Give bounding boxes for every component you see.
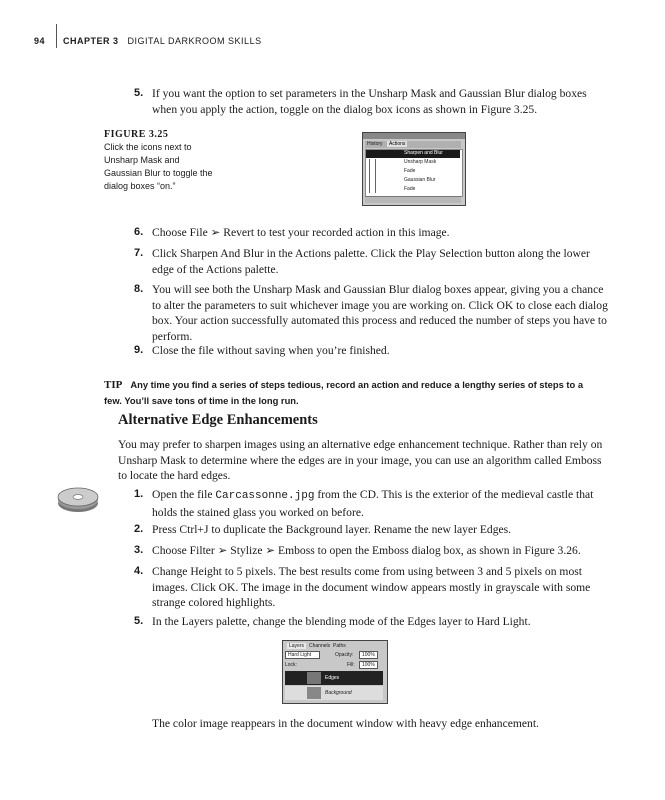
step-text: Close the file without saving when you’re finished. (152, 344, 390, 357)
step-c1 (134, 487, 612, 520)
actions-palette-figure (362, 132, 466, 206)
step-number: 4. (134, 565, 144, 577)
section-body: You may prefer to sharpen images using an alternative edge enhancement technique. Rather than rely on Unsharp Mask to determine where the edges are in your image, you can use an algorithm called Emboss to locate the hard edges. (118, 438, 603, 482)
step-7 (134, 246, 612, 277)
action-item: Fade (404, 186, 416, 192)
opacity-label: Opacity: (335, 652, 354, 658)
step-c4 (134, 564, 612, 611)
layers-tabs (285, 643, 383, 650)
step-c2 (134, 522, 612, 538)
tab-layers: Layers (289, 643, 305, 649)
step-c3 (134, 543, 612, 559)
figure-caption (104, 128, 219, 193)
filename: Carcassonne.jpg (215, 490, 315, 502)
step-number: 2. (134, 523, 144, 535)
layer-thumbnail (307, 687, 321, 699)
action-item: Unsharp Mask (404, 159, 437, 165)
step-text: Click Sharpen And Blur in the Actions palette. Click the Play Selection button along the lower edge of the Actions palette. (152, 247, 590, 276)
step-text: You will see both the Unsharp Mask and Gaussian Blur dialog boxes appear, giving you a chance to alter the parameters to suit whichever image you are working on. Click OK to close each dialog box. Your action successfully automated this process and reduced the number of steps you have to perform. (152, 283, 608, 343)
action-item: Sharpen and Blur (404, 150, 443, 156)
action-item: Gaussian Blur (404, 177, 436, 183)
fill-label: Fill: (347, 662, 355, 668)
step-text-pre: Open the file (152, 488, 216, 501)
header-rule (56, 24, 57, 48)
section-heading: Alternative Edge Enhancements (118, 412, 318, 428)
tip-text: Any time you find a series of steps tedious, record an action and reduce a lengthy series of steps to a few. You’ll save tons of time in the long run. (104, 379, 584, 406)
step-text: Choose File ➢ Revert to test your recorded action in this image. (152, 226, 450, 239)
running-header (34, 36, 262, 46)
step-number: 7. (134, 247, 144, 259)
toggle-icons (369, 159, 376, 193)
step-number: 1. (134, 488, 144, 500)
step-number: 9. (134, 344, 144, 356)
palette-button-bar (365, 196, 461, 203)
step-number: 6. (134, 226, 144, 238)
palette-tabs (365, 141, 461, 148)
step-text: Press Ctrl+J to duplicate the Background layer. Rename the new layer Edges. (152, 523, 512, 536)
step-text: In the Layers palette, change the blending mode of the Edges layer to Hard Light. (152, 615, 531, 628)
chapter-title: DIGITAL DARKROOM SKILLS (127, 36, 262, 46)
step-text: Change Height to 5 pixels. The best results come from using between 3 and 5 pixels on most images. Click OK. The image in the document window appears mostly in grayscale with some strange colored highlights. (152, 565, 591, 609)
step-6 (134, 225, 612, 241)
blend-mode-select: Hard Light (285, 651, 320, 659)
tab-actions: Actions (389, 141, 406, 147)
palette-titlebar (363, 133, 465, 139)
step-text (152, 487, 612, 520)
layer-name: Background (325, 690, 352, 696)
step-text: If you want the option to set parameters in the Unsharp Mask and Gaussian Blur dialog boxes when you apply the action, toggle on the dialog box icons as shown in Figure 3.25. (152, 87, 587, 116)
layer-name: Edges (325, 675, 340, 681)
blend-row (285, 651, 383, 659)
tip-label: TIP (104, 379, 123, 391)
layer-row-background (285, 686, 383, 700)
step-c5 (134, 614, 612, 630)
step-number: 5. (134, 615, 144, 627)
lock-row (285, 661, 383, 669)
step-text: Choose Filter ➢ Stylize ➢ Emboss to open the Emboss dialog box, as shown in Figure 3.26. (152, 544, 581, 557)
cd-icon (56, 483, 100, 515)
step-5a (134, 86, 612, 117)
closing-text: The color image reappears in the document window with heavy edge enhancement. (152, 717, 539, 730)
actions-list (365, 149, 463, 197)
figure-caption-text: Click the icons next to Unsharp Mask and Gaussian Blur to toggle the dialog boxes “on.” (104, 142, 213, 191)
layers-palette-figure (282, 640, 388, 704)
layer-thumbnail (307, 672, 321, 684)
action-item: Fade (404, 168, 416, 174)
lock-label: Lock: (285, 662, 297, 668)
chapter-label: CHAPTER 3 (63, 36, 119, 46)
page-number: 94 (34, 36, 46, 46)
step-9 (134, 343, 612, 359)
figure-title: FIGURE 3.25 (104, 129, 169, 140)
layer-row-edges (285, 671, 383, 685)
step-text-post: from the CD. This is the exterior of the medieval castle that holds the stained glass you worked on before. (152, 488, 594, 519)
step-number: 8. (134, 283, 144, 295)
opacity-field: 100% (359, 651, 378, 659)
tab-history: History (367, 141, 383, 147)
tab-channels: Channels (309, 643, 331, 649)
tip-box (104, 377, 594, 408)
step-number: 3. (134, 544, 144, 556)
step-8 (134, 282, 612, 344)
fill-field: 100% (359, 661, 378, 669)
step-number: 5. (134, 87, 144, 99)
tab-paths: Paths (333, 643, 346, 649)
